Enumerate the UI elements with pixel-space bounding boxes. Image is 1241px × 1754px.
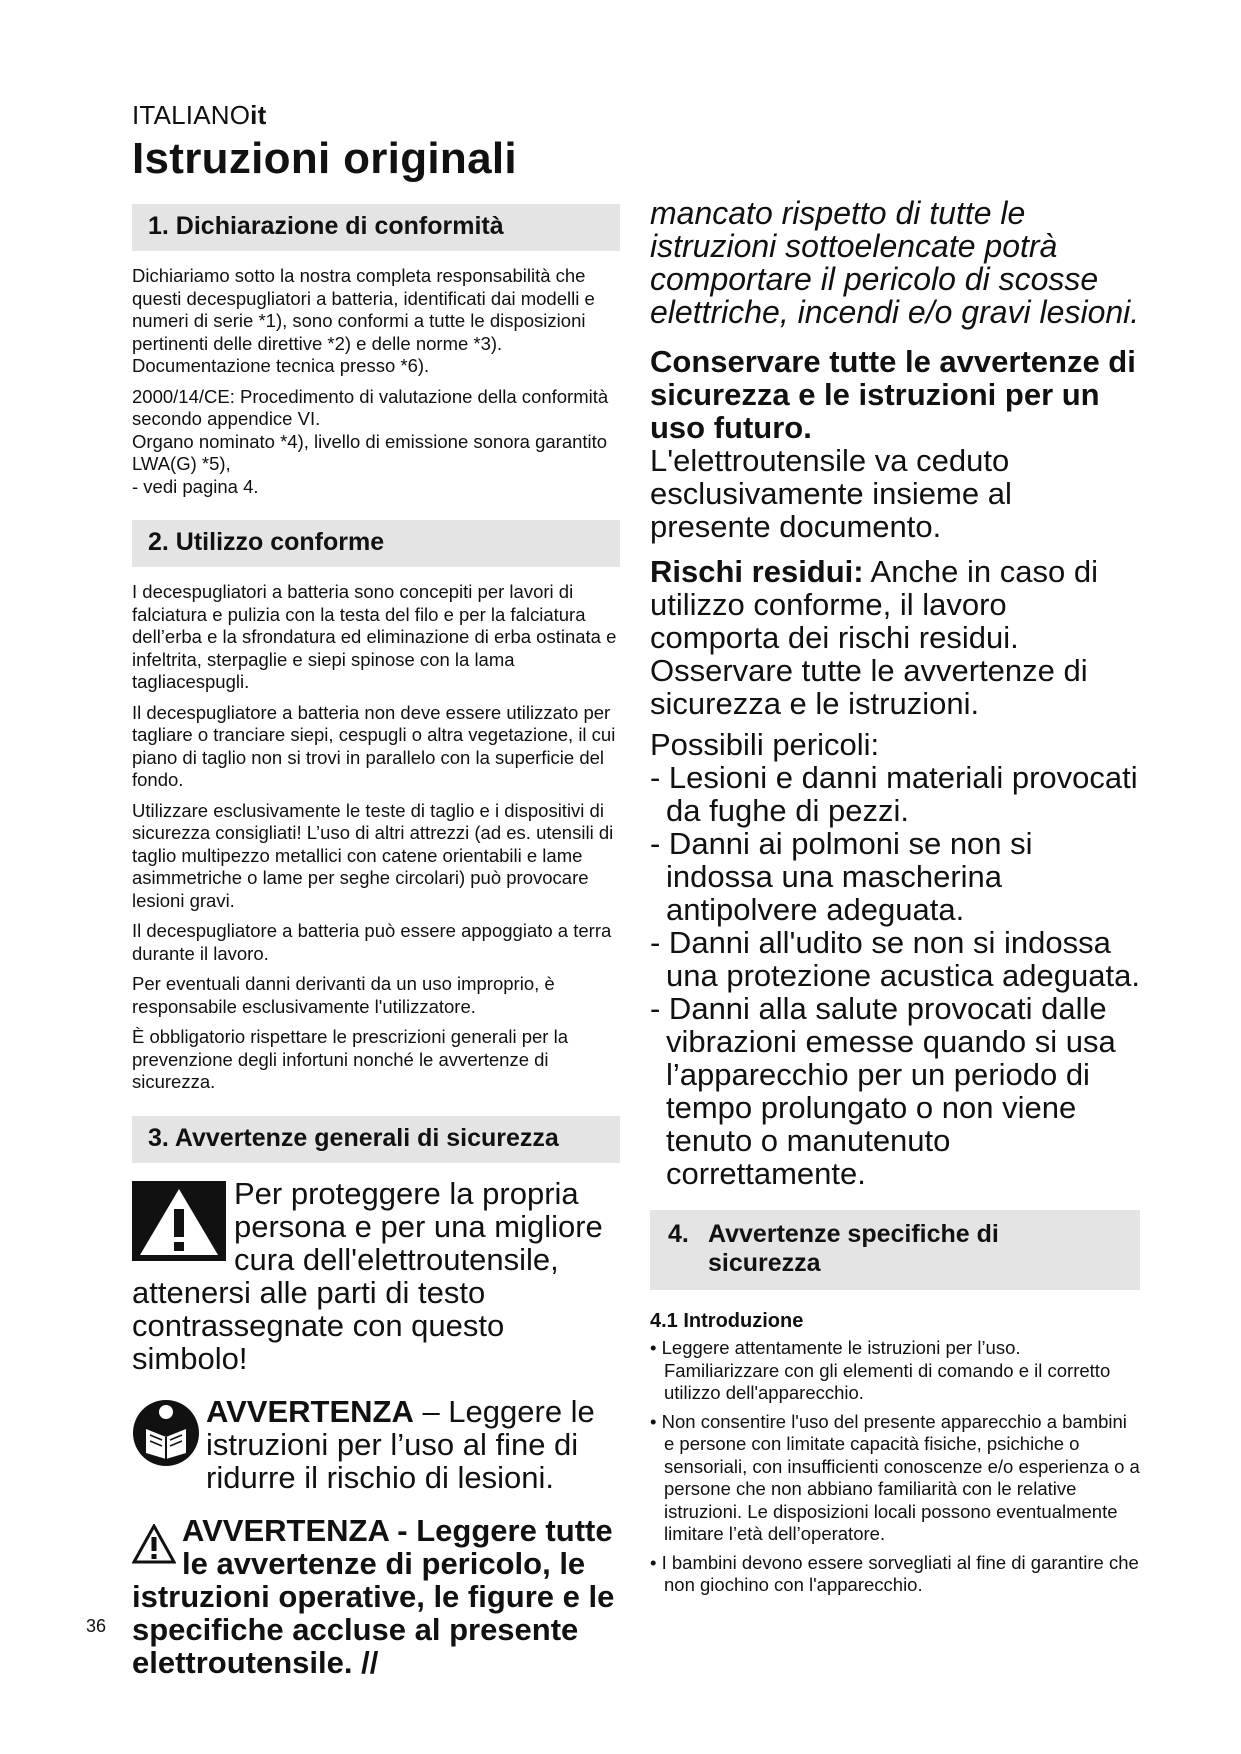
- section-2-paragraph: I decespugliatori a batteria sono concepiti per lavori di falciatura e pulizia con la testa del filo e per la falciatura dell’erba e la sfrondatura ed eliminazione di erba ostinata e infeltrita, sterpaglie e siepi spinose con la lama tagliacespugli.: [132, 581, 617, 692]
- list-item: - Lesioni e danni materiali provocati da fughe di pezzi.: [650, 760, 1138, 828]
- section-1-paragraph: Dichiariamo sotto la nostra completa responsabilità che questi decespugliatori a batteria, identificati dai modelli e numeri di serie *1), sono conformi a tutte le disposizioni pertinenti delle direttive *2) e delle norme *3). Documentazione tecnica presso *6).: [132, 265, 595, 376]
- list-item: • Non consentire l'uso del presente apparecchio a bambini e persone con limitate capacità fisiche, psichiche o sensoriali, con insufficienti conoscenze e/o esperienza o a persone che non abbiano familiarità con le relative istruzioni. Le disposizioni locali possono eventualmente limitare l’età dell’operatore.: [650, 1410, 1140, 1544]
- residual-risks-text: Anche in caso di utilizzo conforme, il lavoro comporta dei rischi residui. Osservare tutte le avvertenze di sicurezza e le istruzioni.: [650, 554, 1098, 721]
- section-1-paragraph: Organo nominato *4), livello di emissione sonora garantito LWA(G) *5),: [132, 430, 608, 474]
- warning-label: AVVERTENZA: [206, 1394, 414, 1429]
- warning-triangle-icon: [132, 1181, 226, 1261]
- hazards-heading: Possibili pericoli:: [650, 727, 880, 762]
- section-1-paragraph: 2000/14/CE: Procedimento di valutazione della conformità secondo appendice VI.: [132, 385, 609, 429]
- section-2-paragraph: Utilizzare esclusivamente le teste di taglio e i dispositivi di sicurezza consigliati! L’uso di altri attrezzi (ad es. utensili di taglio multipezzo metallici con catene orientabili e lame asimmetriche o lame per seghe circolari) può provocare lesioni gravi.: [132, 799, 614, 911]
- section-1-body: [132, 265, 620, 498]
- symbol-note-text: Per proteggere la propria persona e per una migliore cura dell'elettroutensile, attenersi alle parti di testo contrassegnate con questo simbolo!: [132, 1176, 603, 1375]
- language-name: ITALIANO: [132, 100, 251, 130]
- hazards-list: [650, 761, 1140, 1190]
- general-warning: [132, 1514, 620, 1679]
- section-4-1-heading: 4.1 Introduzione: [650, 1310, 804, 1332]
- language-code: it: [250, 100, 267, 130]
- right-column: [650, 197, 1140, 1603]
- section-4-heading: [650, 1210, 1140, 1290]
- section-1-heading: 1. Dichiarazione di conformità: [132, 204, 620, 251]
- section-2-paragraph: È obbligatorio rispettare le prescrizioni generali per la prevenzione degli infortuni nonché le avvertenze di sicurezza.: [132, 1026, 569, 1092]
- keep-instructions-bold: Conservare tutte le avvertenze di sicurezza e le istruzioni per un uso futuro.: [650, 344, 1136, 445]
- page-title: Istruzioni originali: [132, 134, 517, 183]
- section-4-heading-line2: sicurezza: [708, 1249, 821, 1277]
- left-column: [132, 204, 620, 1679]
- section-2-paragraph: Il decespugliatore a batteria può essere appoggiato a terra durante il lavoro.: [132, 920, 612, 964]
- section-2-paragraph: Per eventuali danni derivanti da un uso improprio, è responsabile esclusivamente l'utilizzatore.: [132, 973, 555, 1017]
- read-manual-icon: [132, 1399, 200, 1467]
- read-manual-warning: [132, 1395, 620, 1494]
- list-item: - Danni all'udito se non si indossa una protezione acustica adeguata.: [650, 925, 1140, 993]
- section-4-bullets: [650, 1337, 1140, 1597]
- keep-instructions: [650, 345, 1140, 543]
- page-number: 36: [86, 1616, 107, 1636]
- list-item: • I bambini devono essere sorvegliati al fine di garantire che non giochino con l'apparecchio.: [650, 1551, 1139, 1595]
- section-1-paragraph: - vedi pagina 4.: [132, 475, 259, 497]
- language-label: [132, 100, 266, 131]
- intro-text: mancato rispetto di tutte le istruzioni sottoelencate potrà comportare il pericolo di scosse elettriche, incendi e/o gravi lesioni.: [650, 195, 1140, 330]
- residual-risks-label: Rischi residui:: [650, 554, 864, 589]
- section-2-heading: 2. Utilizzo conforme: [132, 520, 620, 567]
- keep-instructions-text: L'elettroutensile va ceduto esclusivamente insieme al presente documento.: [650, 443, 1012, 544]
- list-item: - Danni alla salute provocati dalle vibrazioni emesse quando si usa l’apparecchio per un periodo di tempo prolungato o non viene tenuto o manutenuto correttamente.: [650, 991, 1116, 1191]
- section-4-heading-line1: Avvertenze specifiche di: [708, 1220, 999, 1248]
- list-item: • Leggere attentamente le istruzioni per l’uso. Familiarizzare con gli elementi di comando e il corretto utilizzo dell'apparecchio.: [650, 1337, 1111, 1403]
- symbol-note: [132, 1177, 620, 1375]
- section-4-number: 4.: [668, 1220, 689, 1248]
- residual-risks: [650, 555, 1140, 720]
- list-item: - Danni ai polmoni se non si indossa una mascherina antipolvere adeguata.: [650, 826, 1033, 927]
- section-3-heading: 3. Avvertenze generali di sicurezza: [132, 1116, 620, 1163]
- section-2-body: [132, 581, 620, 1094]
- warning-triangle-small-icon: [132, 1524, 176, 1564]
- general-warning-text: AVVERTENZA - Leggere tutte le avvertenze di pericolo, le istruzioni operative, le figure e le specifiche accluse al presente elettroutensile. //: [132, 1513, 615, 1679]
- section-2-paragraph: Il decespugliatore a batteria non deve essere utilizzato per tagliare o tranciare siepi, cespugli o altra vegetazione, il cui piano di taglio non si trovi in parallelo con la superficie del fondo.: [132, 701, 616, 790]
- read-manual-text: – Leggere le istruzioni per l’uso al fine di ridurre il rischio di lesioni.: [206, 1394, 595, 1494]
